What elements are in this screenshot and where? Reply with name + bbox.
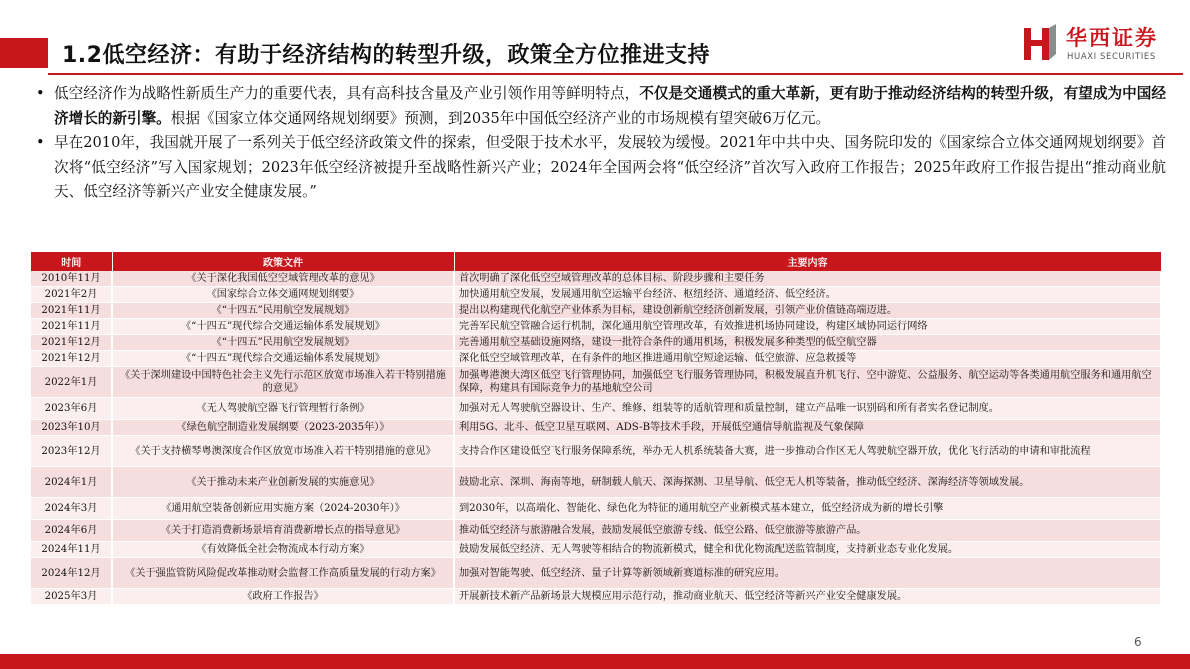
bullet-item xyxy=(36,131,1166,205)
cell-time: 2021年11月 xyxy=(31,319,112,335)
table-row xyxy=(31,335,1161,351)
cell-policy-document: 《政府工作报告》 xyxy=(112,589,454,605)
left-accent-tab xyxy=(0,38,48,68)
cell-policy-document: 《关于支持横琴粤澳深度合作区放宽市场准入若干特别措施的意见》 xyxy=(112,436,454,467)
table-row xyxy=(31,398,1161,420)
table-header-row xyxy=(31,252,1161,271)
column-header-content: 主要内容 xyxy=(454,252,1161,271)
cell-main-content: 加强对无人驾驶航空器设计、生产、维修、组装等的适航管理和质量控制，建立产品唯一识别码和所有者实名登记制度。 xyxy=(454,398,1161,420)
bullet-marker: • xyxy=(36,134,45,151)
cell-time: 2024年6月 xyxy=(31,520,112,542)
cell-main-content: 完善军民航空管融合运行机制，深化通用航空管理改革，有效推进机场协同建设，构建区域协同运行网络 xyxy=(454,319,1161,335)
logo-subtitle: HUAXI SECURITIES xyxy=(1067,52,1156,62)
bullet-item xyxy=(36,82,1166,131)
cell-time: 2010年11月 xyxy=(31,271,112,287)
title-divider xyxy=(48,73,1183,75)
table-row xyxy=(31,287,1161,303)
table-row xyxy=(31,558,1161,589)
cell-time: 2025年3月 xyxy=(31,589,112,605)
company-logo xyxy=(1022,22,1182,66)
table-body xyxy=(31,271,1161,605)
cell-time: 2024年1月 xyxy=(31,467,112,498)
table-row xyxy=(31,420,1161,436)
table-row xyxy=(31,542,1161,558)
cell-policy-document: 《无人驾驶航空器飞行管理暂行条例》 xyxy=(112,398,454,420)
table-row xyxy=(31,351,1161,367)
cell-main-content: 鼓励北京、深圳、海南等地，研制载人航天、深海探测、卫星导航、低空无人机等装备，推动低空经济、深海经济等领域发展。 xyxy=(454,467,1161,498)
cell-main-content: 开展新技术新产品新场景大规模应用示范行动，推动商业航天、低空经济等新兴产业安全健康发展。 xyxy=(454,589,1161,605)
table-row xyxy=(31,498,1161,520)
cell-main-content: 到2030年，以高端化、智能化、绿色化为特征的通用航空产业新模式基本建立，低空经济成为新的增长引擎 xyxy=(454,498,1161,520)
cell-policy-document: 《“十四五”民用航空发展规划》 xyxy=(112,335,454,351)
huaxi-logo-icon xyxy=(1022,24,1058,62)
bullet-text: 早在2010年，我国就开展了一系列关于低空经济政策文件的探索，但受限于技术水平，发展较为缓慢。2021年中共中央、国务院印发的《国家综合立体交通网规划纲要》首次将“低空经济”写入国家规划；2023年低空经济被提升至战略性新兴产业；2024年全国两会将“低空经济”首次写入政府工作报告；2025年政府工作报告提出“推动商业航天、低空经济等新兴产业安全健康发展。” xyxy=(54,134,1166,200)
bullet-marker: • xyxy=(36,85,45,102)
cell-time: 2024年3月 xyxy=(31,498,112,520)
cell-time: 2021年2月 xyxy=(31,287,112,303)
cell-main-content: 支持合作区建设低空飞行服务保障系统，举办无人机系统装备大赛，进一步推动合作区无人驾驶航空器开放，优化飞行活动的申请和审批流程 xyxy=(454,436,1161,467)
cell-policy-document: 《有效降低全社会物流成本行动方案》 xyxy=(112,542,454,558)
cell-time: 2024年11月 xyxy=(31,542,112,558)
table-row xyxy=(31,467,1161,498)
cell-time: 2021年11月 xyxy=(31,303,112,319)
cell-policy-document: 《关于打造消费新场景培育消费新增长点的指导意见》 xyxy=(112,520,454,542)
cell-main-content: 首次明确了深化低空空域管理改革的总体目标、阶段步骤和主要任务 xyxy=(454,271,1161,287)
cell-main-content: 深化低空空域管理改革，在有条件的地区推进通用航空短途运输、低空旅游、应急救援等 xyxy=(454,351,1161,367)
footer-band xyxy=(0,654,1190,669)
bullet-bold-text: 不仅是交通模式的重大革新，更有助于推动经济结构的转型升级，有望成为中国经济增长的新引擎。 xyxy=(54,85,1166,127)
cell-policy-document: 《“十四五”现代综合交通运输体系发展规划》 xyxy=(112,351,454,367)
cell-main-content: 推动低空经济与旅游融合发展，鼓励发展低空旅游专线、低空公路、低空旅游等旅游产品。 xyxy=(454,520,1161,542)
cell-policy-document: 《“十四五”民用航空发展规划》 xyxy=(112,303,454,319)
cell-time: 2023年12月 xyxy=(31,436,112,467)
cell-policy-document: 《关于强监管防风险促改革推动财会监督工作高质量发展的行动方案》 xyxy=(112,558,454,589)
table-row xyxy=(31,303,1161,319)
cell-policy-document: 《“十四五”现代综合交通运输体系发展规划》 xyxy=(112,319,454,335)
cell-main-content: 提出以构建现代化航空产业体系为目标，建设创新航空经济创新发展，引领产业价值链高端迈进。 xyxy=(454,303,1161,319)
cell-time: 2022年1月 xyxy=(31,367,112,398)
bullet-text-tail: 根据《国家立体交通网络规划纲要》预测，到2035年中国低空经济产业的市场规模有望突破6万亿元。 xyxy=(170,109,831,127)
cell-time: 2021年12月 xyxy=(31,351,112,367)
column-header-time: 时间 xyxy=(31,252,112,271)
table-row xyxy=(31,520,1161,542)
cell-policy-document: 《关于深化我国低空空域管理改革的意见》 xyxy=(112,271,454,287)
page-title: 1.2低空经济：有助于经济结构的转型升级，政策全方位推进支持 xyxy=(62,43,710,68)
cell-main-content: 加强粤港澳大湾区低空飞行管理协同，加强低空飞行服务管理协同，积极发展直升机飞行、空中游览、公益服务、航空运动等各类通用航空服务和通用航空保障，构建具有国际竞争力的基地航空公司 xyxy=(454,367,1161,398)
cell-main-content: 鼓励发展低空经济、无人驾驶等相结合的物流新模式，健全和优化物流配送监管制度，支持新业态专业化发展。 xyxy=(454,542,1161,558)
table-row xyxy=(31,271,1161,287)
cell-time: 2024年12月 xyxy=(31,558,112,589)
cell-main-content: 完善通用航空基础设施网络，建设一批符合条件的通用机场，积极发展多种类型的低空航空器 xyxy=(454,335,1161,351)
cell-time: 2021年12月 xyxy=(31,335,112,351)
cell-policy-document: 《关于深圳建设中国特色社会主义先行示范区放宽市场准入若干特别措施的意见》 xyxy=(112,367,454,398)
cell-policy-document: 《绿色航空制造业发展纲要（2023-2035年）》 xyxy=(112,420,454,436)
cell-main-content: 利用5G、北斗、低空卫星互联网、ADS-B等技术手段，开展低空通信导航监视及气象保障 xyxy=(454,420,1161,436)
page-number: 6 xyxy=(1134,635,1142,649)
cell-main-content: 加快通用航空发展，发展通用航空运输平台经济、枢纽经济、通道经济、低空经济。 xyxy=(454,287,1161,303)
table-row xyxy=(31,589,1161,605)
cell-time: 2023年6月 xyxy=(31,398,112,420)
policy-table xyxy=(31,252,1162,605)
logo-name: 华西证券 xyxy=(1066,26,1158,50)
bullet-text: 低空经济作为战略性新质生产力的重要代表，具有高科技含量及产业引领作用等鲜明特点， xyxy=(54,85,640,102)
cell-main-content: 加强对智能驾驶、低空经济、量子计算等新领域新赛道标准的研究应用。 xyxy=(454,558,1161,589)
bullet-list xyxy=(36,82,1166,205)
column-header-doc: 政策文件 xyxy=(112,252,454,271)
table-row xyxy=(31,319,1161,335)
cell-policy-document: 《通用航空装备创新应用实施方案（2024-2030年）》 xyxy=(112,498,454,520)
cell-policy-document: 《国家综合立体交通网规划纲要》 xyxy=(112,287,454,303)
table-row xyxy=(31,367,1161,398)
cell-time: 2023年10月 xyxy=(31,420,112,436)
table-row xyxy=(31,436,1161,467)
cell-policy-document: 《关于推动未来产业创新发展的实施意见》 xyxy=(112,467,454,498)
